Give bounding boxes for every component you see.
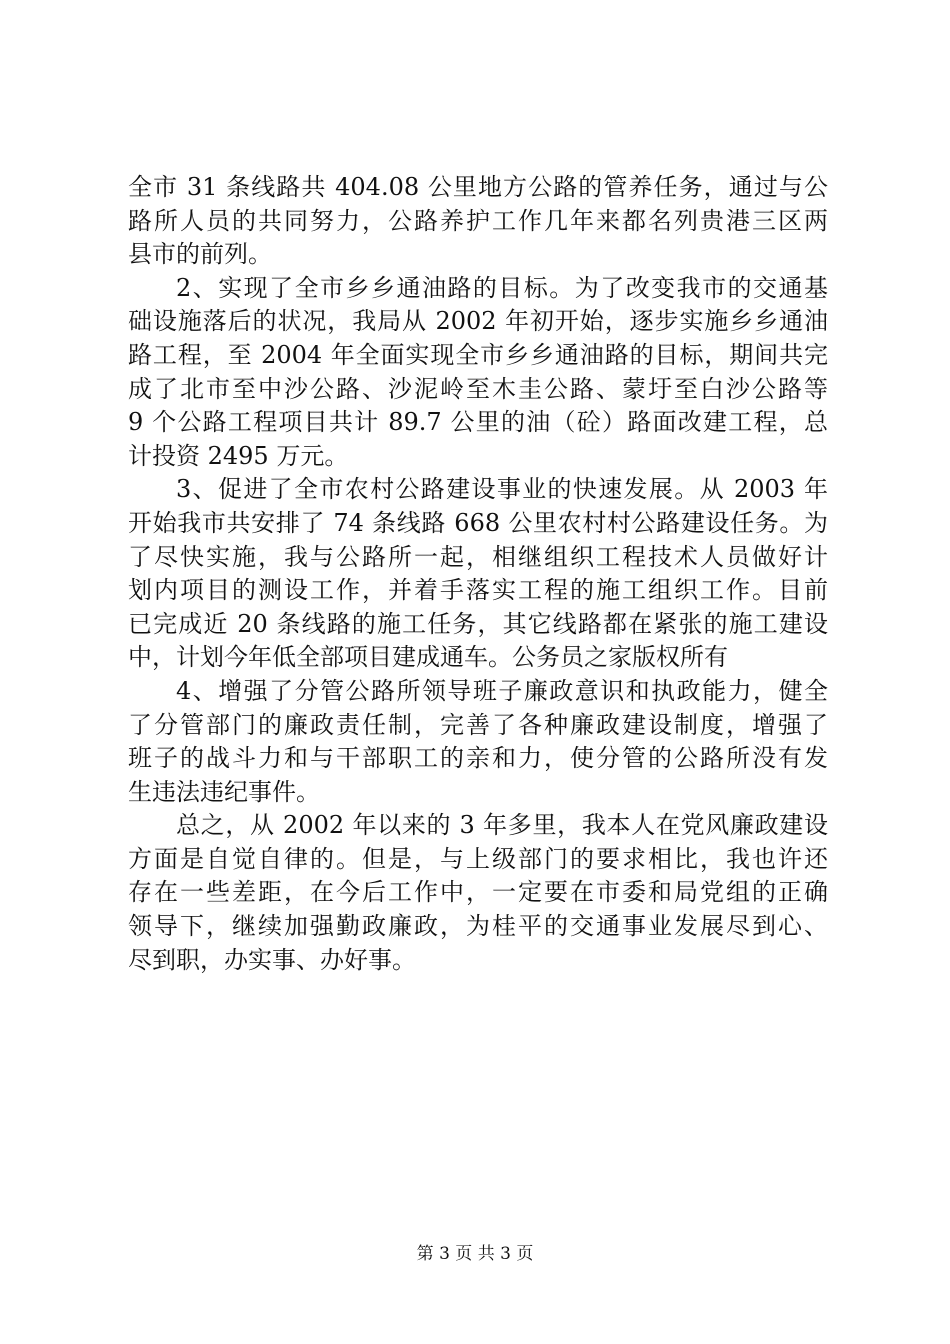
text-line: 领导下，继续加强勤政廉政，为桂平的交通事业发展尽到心、: [128, 912, 828, 941]
text-line: 全市 31 条线路共 404.08 公里地方公路的管养任务，通过与公: [128, 173, 828, 201]
text-line: 成了北市至中沙公路、沙泥岭至木圭公路、蒙圩至白沙公路等: [128, 374, 828, 403]
text-line: 县市的前列。: [128, 240, 272, 269]
paragraph-start-line: 总之，从 2002 年以来的 3 年多里，我本人在党风廉政建设: [176, 811, 828, 840]
text-line: 班子的战斗力和与干部职工的亲和力，使分管的公路所没有发: [128, 744, 828, 773]
text-line: 存在一些差距，在今后工作中，一定要在市委和局党组的正确: [128, 878, 828, 907]
text-line: 路工程，至 2004 年全面实现全市乡乡通油路的目标，期间共完: [128, 340, 828, 369]
text-line: 生违法违纪事件。: [128, 777, 320, 806]
text-line: 中，计划今年低全部项目建成通车。公务员之家版权所有: [128, 643, 728, 672]
text-line: 9 个公路工程项目共计 89.7 公里的油（砼）路面改建工程，总: [128, 408, 828, 437]
text-line: 尽到职，办实事、办好事。: [128, 945, 416, 974]
text-line: 了尽快实施，我与公路所一起，相继组织工程技术人员做好计: [128, 542, 828, 571]
paragraph-start-line: 3、促进了全市农村公路建设事业的快速发展。从 2003 年: [176, 475, 828, 504]
text-line: 划内项目的测设工作，并着手落实工程的施工组织工作。目前: [128, 576, 828, 605]
paragraph-start-line: 4、增强了分管公路所领导班子廉政意识和执政能力，健全: [176, 676, 828, 705]
text-line: 开始我市共安排了 74 条线路 668 公里农村村公路建设任务。为: [128, 508, 828, 537]
text-line: 已完成近 20 条线路的施工任务，其它线路都在紧张的施工建设: [128, 609, 828, 638]
text-line: 方面是自觉自律的。但是，与上级部门的要求相比，我也许还: [128, 844, 828, 873]
text-line: 路所人员的共同努力，公路养护工作几年来都名列贵港三区两: [128, 206, 828, 235]
text-line: 了分管部门的廉政责任制，完善了各种廉政建设制度，增强了: [128, 710, 828, 739]
text-line: 础设施落后的状况，我局从 2002 年初开始，逐步实施乡乡通油: [128, 307, 828, 336]
text-line: 计投资 2495 万元。: [128, 441, 349, 470]
document-body: [128, 171, 828, 977]
page-number-footer: 第 3 页 共 3 页: [416, 1244, 534, 1264]
paragraph-start-line: 2、实现了全市乡乡通油路的目标。为了改变我市的交通基: [176, 273, 828, 302]
